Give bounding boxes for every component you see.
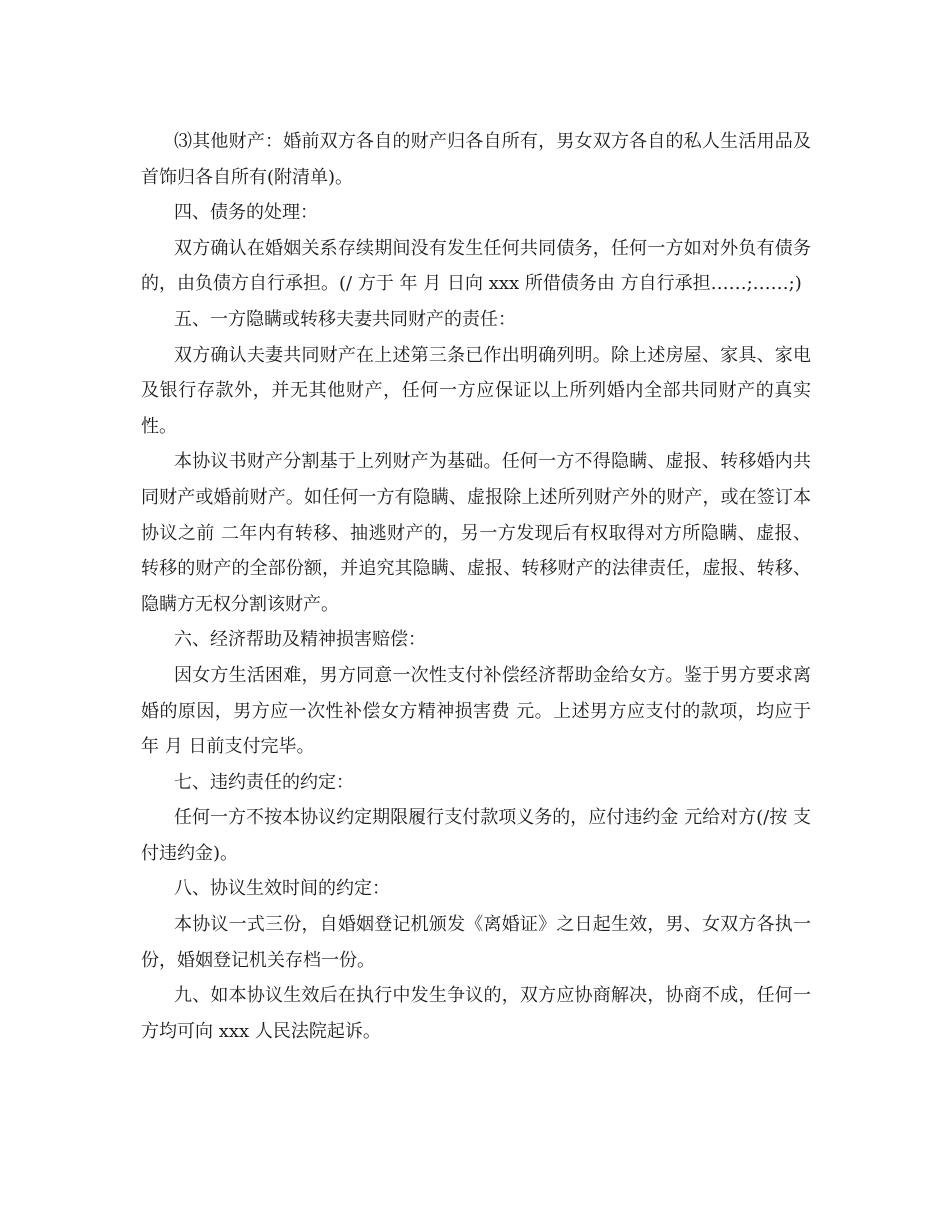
paragraph-concealment-details: 本协议书财产分割基于上列财产为基础。任何一方不得隐瞒、虚报、转移婚内共同财产或婚前财产。如任何一方有隐瞒、虚报除上述所列财产外的财产，或在签订本协议之前 二年内有转移、抽逃财产的，另一方发现后有权取得对方所隐瞒、虚报、转移的财产的全部份额，并追究其隐瞒、虚报、转移财产的法律责任，虚报、转移、隐瞒方无权分割该财产。 [141, 451, 811, 615]
document-page [141, 124, 811, 1049]
paragraph-dispute-resolution: 九、如本协议生效后在执行中发生争议的，双方应协商解决，协商不成，任何一方均可向 xxx 人民法院起诉。 [141, 985, 811, 1042]
paragraph-debt-handling: 双方确认在婚姻关系存续期间没有发生任何共同债务，任何一方如对外负有债务的，由负债方自行承担。(/ 方于 年 月 日向 xxx 所借债务由 方自行承担……;……;) [141, 237, 811, 295]
heading-debt-handling: 四、债务的处理： [174, 202, 318, 224]
paragraph-breach-liability: 任何一方不按本协议约定期限履行支付款项义务的，应付违约金 元给对方(/按 支付违约金)。 [141, 807, 811, 864]
heading-economic-assistance: 六、经济帮助及精神损害赔偿： [174, 629, 426, 651]
paragraph-concealment-confirmation: 双方确认夫妻共同财产在上述第三条已作出明确列明。除上述房屋、家具、家电及银行存款外，并无其他财产，任何一方应保证以上所列婚内全部共同财产的真实性。 [141, 344, 811, 437]
heading-concealment-liability: 五、一方隐瞒或转移夫妻共同财产的责任： [174, 308, 516, 330]
paragraph-economic-assistance: 因女方生活困难，男方同意一次性支付补偿经济帮助金给女方。鉴于男方要求离婚的原因，男方应一次性补偿女方精神损害费 元。上述男方应支付的款项，均应于 年 月 日前支付完毕。 [141, 664, 811, 758]
heading-breach-liability: 七、违约责任的约定： [174, 771, 354, 793]
heading-effective-time: 八、协议生效时间的约定： [174, 878, 390, 900]
paragraph-other-property: ⑶其他财产：婚前双方各自的财产归各自所有，男女双方各自的私人生活用品及首饰归各自所有(附清单)。 [141, 131, 811, 188]
paragraph-effective-time: 本协议一式三份，自婚姻登记机颁发《离婚证》之日起生效，男、女双方各执一份，婚姻登记机关存档一份。 [141, 914, 811, 971]
